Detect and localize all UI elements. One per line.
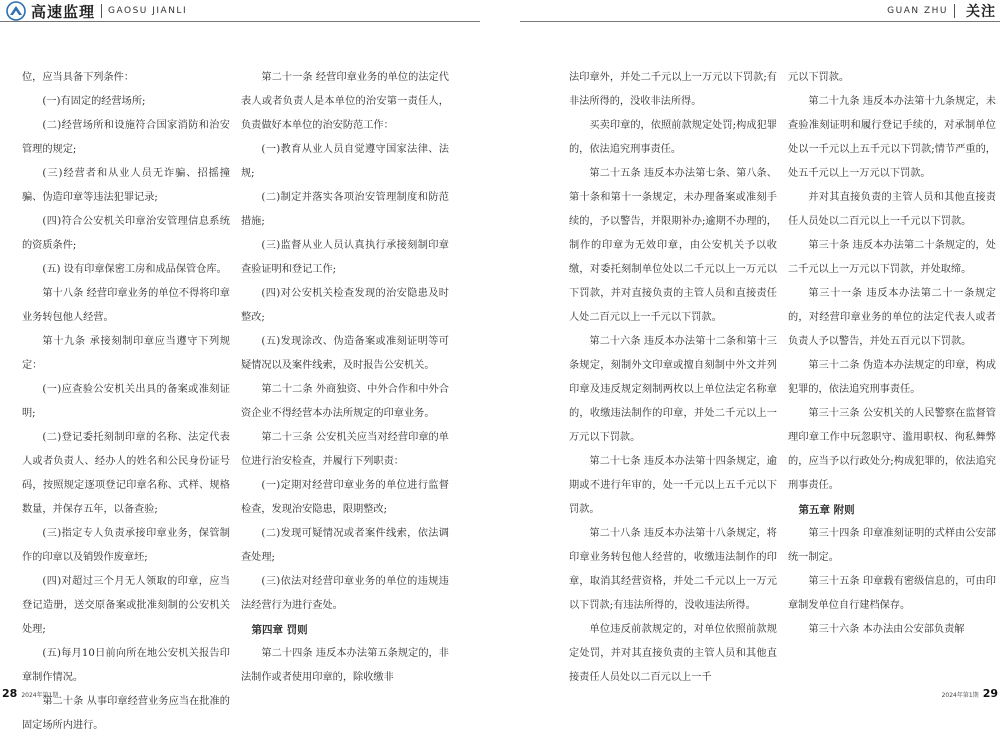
- paragraph: (二)经营场所和设施符合国家消防和治安管理的规定;: [22, 120, 230, 155]
- paragraph: 第三十五条 印章载有密级信息的，可由印章制发单位自行建档保存。: [788, 576, 996, 611]
- paragraph: 第二十九条 违反本办法第十九条规定，未查验准刻证明和履行登记手续的，对承制单位处以一千元以上五千元以下罚款;情节严重的，处五千元以上一万元以下罚款。: [788, 96, 996, 179]
- paragraph: (三)监督从业人员认真执行承接刻制印章查验证明和登记工作;: [241, 240, 449, 275]
- page-number-left: 28: [2, 687, 18, 700]
- paragraph: 法印章外，并处二千元以上一万元以下罚款;有非法所得的，没收非法所得。: [569, 72, 777, 107]
- text-column-2: [241, 66, 449, 690]
- paragraph: 第十八条 经营印章业务的单位不得将印章业务转包他人经营。: [22, 288, 230, 323]
- paragraph: (二)发现可疑情况或者案件线索，依法调查处理;: [241, 528, 449, 563]
- section-name-pinyin: GUAN ZHU: [887, 6, 948, 16]
- text-column-3: [569, 66, 777, 690]
- paragraph: 第三十条 违反本办法第二十条规定的，处二千元以上一万元以下罚款，并处取缔。: [788, 240, 996, 275]
- paragraph: 第二十一条 经营印章业务的单位的法定代表人或者负责人是本单位的治安第一责任人，负责做好本单位的治安防范工作：: [241, 72, 449, 131]
- header-divider: [101, 4, 102, 18]
- section-name: 关注: [966, 4, 996, 20]
- paragraph: 第二十五条 违反本办法第七条、第八条、第十条和第十一条规定，未办理备案或准刻手续的，予以警告，并限期补办;逾期不办理的，制作的印章为无效印章，由公安机关予以收缴，对委托刻制单位处以二千元以上一万元以下罚款，并对直接负责的主管人员和直接责任人处二百元以上一千元以下罚款。: [569, 168, 777, 323]
- paragraph: 第三十一条 违反本办法第二十一条规定的，对经营印章业务的单位的法定代表人或者负责人予以警告，并处五百元以下罚款。: [788, 288, 996, 347]
- paragraph: (一)应查验公安机关出具的备案或准刻证明;: [22, 384, 230, 419]
- page-header-right: [520, 0, 1000, 22]
- paragraph: (一)定期对经营印章业务的单位进行监督检查，发现治安隐患，限期整改;: [241, 480, 449, 515]
- paragraph: 第二十七条 违反本办法第十四条规定，逾期或不进行年审的，处一千元以上五千元以下罚款。: [569, 456, 777, 515]
- paragraph: 第十九条 承接刻制印章应当遵守下列规定：: [22, 336, 230, 371]
- page-footer-right: [938, 687, 998, 700]
- text-column-1: [22, 66, 230, 738]
- paragraph: 买卖印章的，依照前款规定处罚;构成犯罪的，依法追究刑事责任。: [569, 120, 777, 155]
- magazine-logo-icon: [6, 1, 26, 21]
- paragraph: 第二十八条 违反本办法第十八条规定，将印章业务转包他人经营的，收缴违法制作的印章，取消其经营资格，并处二千元以上一万元以下罚款;有违法所得的，没收违法所得。: [569, 528, 777, 611]
- page-footer-left: [2, 687, 62, 700]
- paragraph: 第三十二条 伪造本办法规定的印章，构成犯罪的，依法追究刑事责任。: [788, 360, 996, 395]
- paragraph: 第三十四条 印章准刻证明的式样由公安部统一制定。: [788, 528, 996, 563]
- magazine-title: 高速监理: [31, 2, 96, 21]
- issue-label-right: 2024年第1期: [941, 692, 979, 699]
- paragraph: (五)每月10日前向所在地公安机关报告印章制作情况。: [22, 648, 230, 683]
- page-header-left: [0, 0, 480, 22]
- magazine-title-pinyin: GAOSU JIANLI: [108, 6, 188, 16]
- issue-label-left: 2024年第1期: [21, 692, 59, 699]
- paragraph: (五)发现涂改、伪造备案或准刻证明等可疑情况以及案件线索，及时报告公安机关。: [241, 336, 449, 371]
- paragraph: (一)教育从业人员自觉遵守国家法律、法规;: [241, 144, 449, 179]
- page-number-right: 29: [982, 687, 998, 700]
- paragraph: (三)依法对经营印章业务的单位的违规违法经营行为进行查处。: [241, 576, 449, 611]
- paragraph: (四)对公安机关检查发现的治安隐患及时整改;: [241, 288, 449, 323]
- paragraph: (三)经营者和从业人员无诈骗、招摇撞骗、伪造印章等违法犯罪记录;: [22, 168, 230, 203]
- header-rule-right: [520, 21, 1000, 22]
- paragraph: 第二十条 从事印章经营业务应当在批准的固定场所内进行。: [22, 696, 230, 731]
- paragraph: 并对其直接负责的主管人员和其他直接责任人员处以二百元以上一千元以下罚款。: [788, 192, 996, 227]
- chapter-heading: 第五章 附则: [798, 504, 855, 516]
- paragraph: 第三十三条 公安机关的人民警察在监督管理印章工作中玩忽职守、滥用职权、徇私舞弊的，应当予以行政处分;构成犯罪的，依法追究刑事责任。: [788, 408, 996, 491]
- paragraph: (四)对超过三个月无人领取的印章，应当登记造册，送交原备案或批准刻制的公安机关处理;: [22, 576, 230, 635]
- header-rule-left: [0, 21, 480, 22]
- paragraph: 第二十四条 违反本办法第五条规定的，非法制作或者使用印章的，除收缴非: [241, 648, 449, 683]
- paragraph: (三)指定专人负责承接印章业务，保管制作的印章以及销毁作废章坯;: [22, 528, 230, 563]
- paragraph: 位，应当具备下列条件：: [22, 72, 135, 83]
- paragraph: 单位违反前款规定的，对单位依照前款规定处罚，并对其直接负责的主管人员和其他直接责任人员处以二百元以上一千: [569, 624, 777, 683]
- paragraph: 元以下罚款。: [788, 72, 850, 83]
- chapter-heading: 第四章 罚则: [251, 624, 308, 636]
- header-divider: [954, 4, 955, 18]
- paragraph: (二)登记委托刻制印章的名称、法定代表人或者负责人、经办人的姓名和公民身份证号码，按照规定逐项登记印章名称、式样、规格数量，并保存五年，以备查验;: [22, 432, 230, 515]
- paragraph: 第三十六条 本办法由公安部负责解: [808, 624, 965, 635]
- paragraph: (四)符合公安机关印章治安管理信息系统的资质条件;: [22, 216, 230, 251]
- paragraph: (五) 设有印章保密工房和成品保管仓库。: [42, 264, 227, 275]
- paragraph: 第二十二条 外商独资、中外合作和中外合资企业不得经营本办法所规定的印章业务。: [241, 384, 449, 419]
- paragraph: 第二十六条 违反本办法第十二条和第十三条规定，刻制外文印章或擅自刻制中外文并列印章及违反规定刻制两枚以上单位法定名称章的，收缴违法制作的印章，并处二千元以上一万元以下罚款。: [569, 336, 777, 443]
- paragraph: 第二十三条 公安机关应当对经营印章的单位进行治安检查，并履行下列职责：: [241, 432, 449, 467]
- paragraph: (一)有固定的经营场所;: [42, 96, 146, 107]
- text-column-4: [788, 66, 996, 642]
- paragraph: (二)制定并落实各项治安管理制度和防范措施;: [241, 192, 449, 227]
